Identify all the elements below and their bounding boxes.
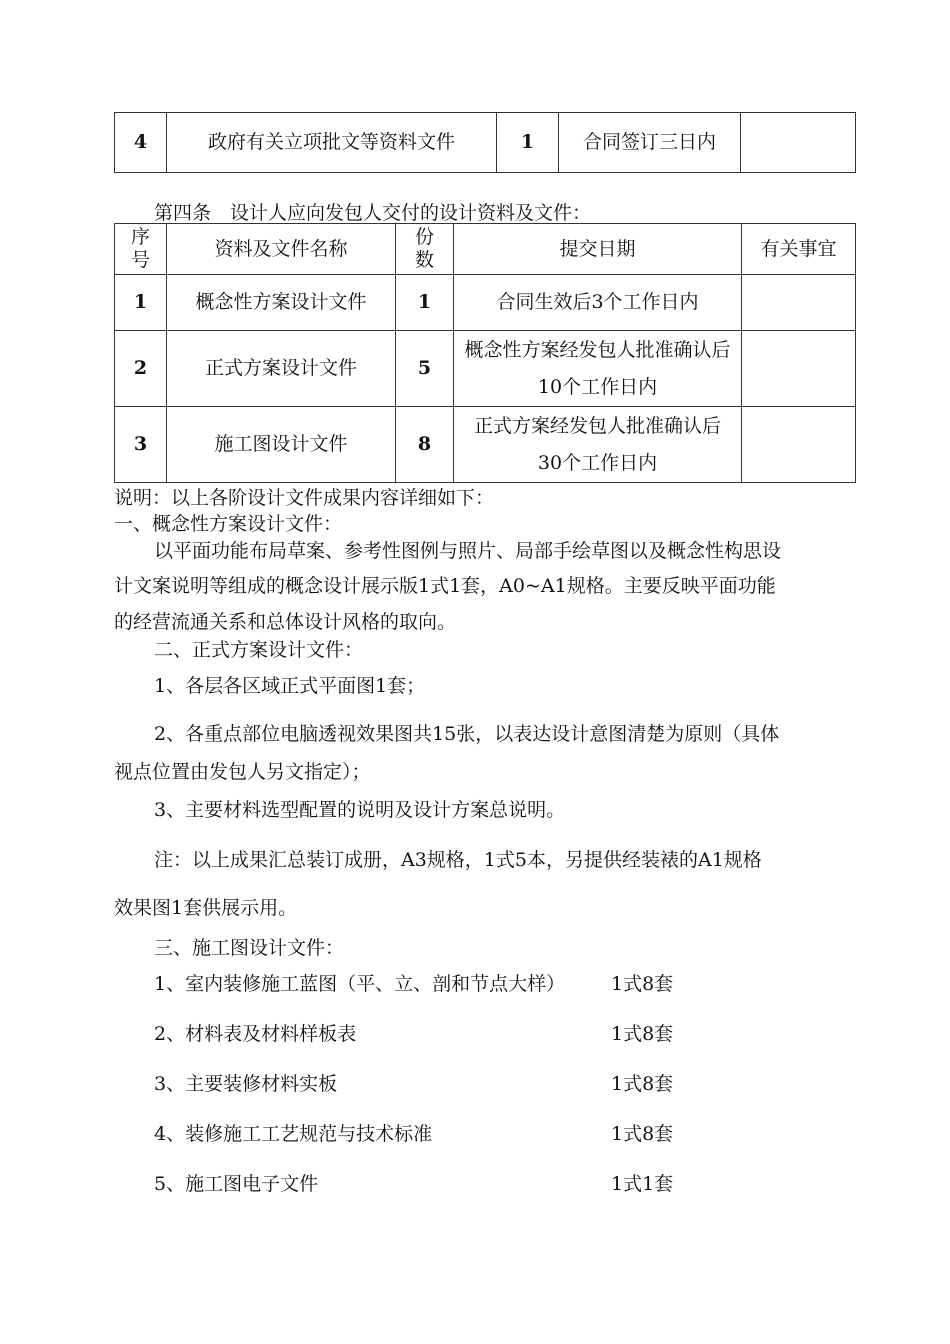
- header-note: 有关事宜: [742, 224, 856, 275]
- submit-date: 合同签订三日内: [559, 113, 741, 173]
- section-3-item-quantity: 1式1套: [611, 1173, 674, 1195]
- row-number: 2: [115, 331, 167, 407]
- section-3-item: 5、施工图电子文件: [154, 1173, 319, 1195]
- section-3-item-quantity: 1式8套: [611, 1123, 674, 1145]
- table-row: [115, 331, 856, 407]
- row-number: 1: [115, 275, 167, 331]
- note-line: 注：以上成果汇总装订成册，A3规格，1式5本，另提供经装裱的A1规格: [154, 849, 762, 871]
- section-2-item: 1、各层各区域正式平面图1套；: [154, 675, 426, 697]
- section-2-title: 二、正式方案设计文件：: [154, 639, 364, 661]
- remarks: [742, 407, 856, 483]
- row-number: 4: [115, 113, 167, 173]
- table-row: [115, 113, 856, 173]
- header-date: 提交日期: [454, 224, 742, 275]
- submit-date: 概念性方案经发包人批准确认后10个工作日内: [454, 331, 742, 407]
- header-no: 序号: [115, 224, 167, 275]
- table-previous-continuation: [114, 112, 856, 173]
- section-3-item-quantity: 1式8套: [611, 1073, 674, 1095]
- explanation-line: 说明：以上各阶设计文件成果内容详细如下：: [114, 487, 495, 509]
- document-name: 政府有关立项批文等资料文件: [167, 113, 497, 173]
- section-2-item: 3、主要材料选型配置的说明及设计方案总说明。: [154, 799, 566, 821]
- section-3-item-quantity: 1式8套: [611, 1023, 674, 1045]
- document-name: 正式方案设计文件: [167, 331, 396, 407]
- section-3-item: 2、材料表及材料样板表: [154, 1023, 357, 1045]
- section-1-paragraph-line: 的经营流通关系和总体设计风格的取向。: [114, 611, 457, 633]
- deliverables-table: [114, 223, 856, 483]
- section-1-title: 一、概念性方案设计文件：: [114, 513, 343, 535]
- remarks: [742, 331, 856, 407]
- section-2-item: 2、各重点部位电脑透视效果图共15张，以表达设计意图清楚为原则（具体: [154, 723, 780, 745]
- copies-count: 1: [497, 113, 559, 173]
- table-row: [115, 407, 856, 483]
- section-3-item: 1、室内装修施工蓝图（平、立、剖和节点大样）: [154, 973, 566, 995]
- header-name: 资料及文件名称: [167, 224, 396, 275]
- row-number: 3: [115, 407, 167, 483]
- table-row: [115, 275, 856, 331]
- remarks: [742, 275, 856, 331]
- remarks: [741, 113, 856, 173]
- article-heading: 第四条 设计人应向发包人交付的设计资料及文件：: [154, 202, 592, 224]
- section-3-item: 3、主要装修材料实板: [154, 1073, 338, 1095]
- header-copies: 份数: [396, 224, 454, 275]
- copies-count: 8: [396, 407, 454, 483]
- note-line: 效果图1套供展示用。: [114, 897, 298, 919]
- section-1-paragraph-line: 以平面功能布局草案、参考性图例与照片、局部手绘草图以及概念性构思设: [154, 540, 782, 562]
- section-2-item-continued: 视点位置由发包人另文指定）；: [114, 761, 371, 783]
- submit-date: 正式方案经发包人批准确认后30个工作日内: [454, 407, 742, 483]
- table-header-row: [115, 224, 856, 275]
- section-3-item-quantity: 1式8套: [611, 973, 674, 995]
- document-name: 概念性方案设计文件: [167, 275, 396, 331]
- submit-date: 合同生效后3个工作日内: [454, 275, 742, 331]
- document-name: 施工图设计文件: [167, 407, 396, 483]
- section-1-paragraph-line: 计文案说明等组成的概念设计展示版1式1套，A0~A1规格。主要反映平面功能: [114, 575, 776, 597]
- copies-count: 1: [396, 275, 454, 331]
- section-3-item: 4、装修施工工艺规范与技术标准: [154, 1123, 433, 1145]
- copies-count: 5: [396, 331, 454, 407]
- section-3-title: 三、施工图设计文件：: [154, 937, 345, 959]
